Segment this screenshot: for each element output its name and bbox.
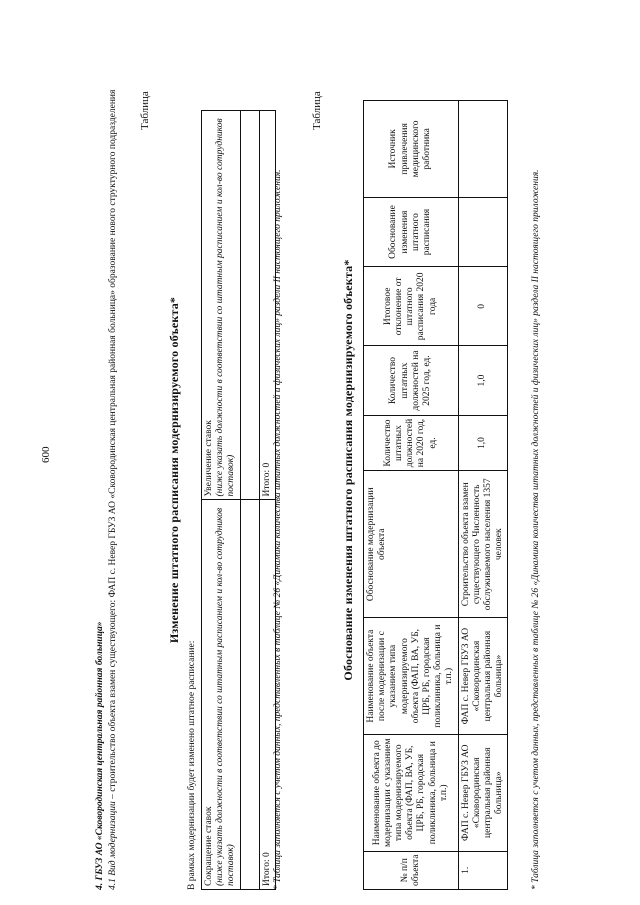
table1-title: Изменение штатного расписания модернизируемого объекта*: [167, 296, 181, 644]
page-number: 600: [40, 446, 52, 463]
rotated-page-content: [95, 50, 565, 890]
increase-header-note: (ниже указать должности в соответствии со штатным расписанием и кол-во сотрудников поставок): [215, 118, 237, 497]
modernization-kind-text: – строительство объекта взамен существующего: ФАП с. Невер ГБУЗ АО «Сковородинская центральная районная больница» образование нового структурного подразделения: [108, 89, 118, 802]
table-cell: [240, 500, 259, 890]
increase-header-cell: [202, 111, 241, 501]
table-cell: Строительство объекта взамен существующего Численность обслуживаемого населения 1357 человек: [458, 471, 508, 618]
table-cell: 1.: [458, 851, 508, 889]
header-cell: Количество штатных должностей на 2025 год, ед.: [364, 346, 459, 415]
section-heading: 4. ГБУЗ АО «Сковородинская центральная районная больница»: [95, 621, 105, 890]
header-cell: Количество штатных должностей на 2020 год, ед.: [364, 415, 459, 471]
staff-change-table: [201, 110, 276, 890]
header-cell: Наименование объекта после модернизации с указанием типа модернизируемого объекта (ФАП, ВА, УБ, ЦРБ, РБ, городская поликлиника, больница и т.п.): [364, 618, 459, 735]
table1-label: Таблица: [139, 91, 151, 130]
reduction-header: Сокращение ставок: [204, 806, 214, 886]
footnote-1: * Таблица заполняется с учетом данных, представленных в таблице № 26 «Динамика количества штатных должностей и физических лиц» раздела II настоящего приложения.: [273, 169, 283, 890]
header-cell: Итоговое отклонение от штатного расписания 2020 года: [364, 267, 459, 346]
table2-title: Обоснование изменения штатного расписания модернизируемого объекта*: [341, 259, 355, 681]
table-cell: 1,0: [458, 346, 508, 415]
header-cell: Источник привлечения медицинского работника: [364, 101, 459, 198]
reduction-header-note: (ниже указать должности в соответствии со штатным расписанием и кол-во сотрудников поставок): [215, 507, 237, 886]
footnote-2: * Таблица заполняется с учетом данных, представленных в таблице № 26 «Динамика количества штатных должностей и физических лиц» раздела II настоящего приложения.: [531, 169, 541, 890]
table-row: [202, 111, 241, 890]
header-cell: Обоснование изменения штатного расписания: [364, 197, 459, 267]
table-cell: 0: [458, 267, 508, 346]
reduction-total: Итого: 0: [259, 500, 275, 890]
table-cell: 1,0: [458, 415, 508, 471]
table-cell: ФАП с. Невер ГБУЗ АО «Сковородинская центральная районная больница»: [458, 618, 508, 735]
table-header-row: [364, 101, 459, 890]
header-cell: Обоснование модернизации объекта: [364, 471, 459, 618]
header-cell: № п/п объекта: [364, 851, 459, 889]
table-cell: [240, 111, 259, 501]
table-row: [458, 101, 508, 890]
reduction-header-cell: [202, 500, 241, 890]
table-cell: [458, 101, 508, 198]
header-cell: Наименование объекта до модернизации с указанием типа модернизируемого объекта (ФАП, ВА, УБ, ЦРБ, РБ, городская поликлиника, больница и т.п.): [364, 734, 459, 851]
increase-total: Итого: 0: [259, 111, 275, 501]
modernization-kind: [108, 50, 119, 890]
table-cell: ФАП с. Невер ГБУЗ АО «Сковородинская центральная районная больница»: [458, 734, 508, 851]
increase-header: Увеличение ставок: [204, 420, 214, 497]
table2-label: Таблица: [311, 91, 323, 130]
table1-intro: В рамках модернизации будет изменено штатное расписание:: [187, 640, 197, 890]
modernization-kind-label: 4.1 Вид модернизации: [108, 801, 118, 890]
table-cell: [458, 197, 508, 267]
table-row: [240, 111, 259, 890]
justification-table: [363, 100, 508, 890]
